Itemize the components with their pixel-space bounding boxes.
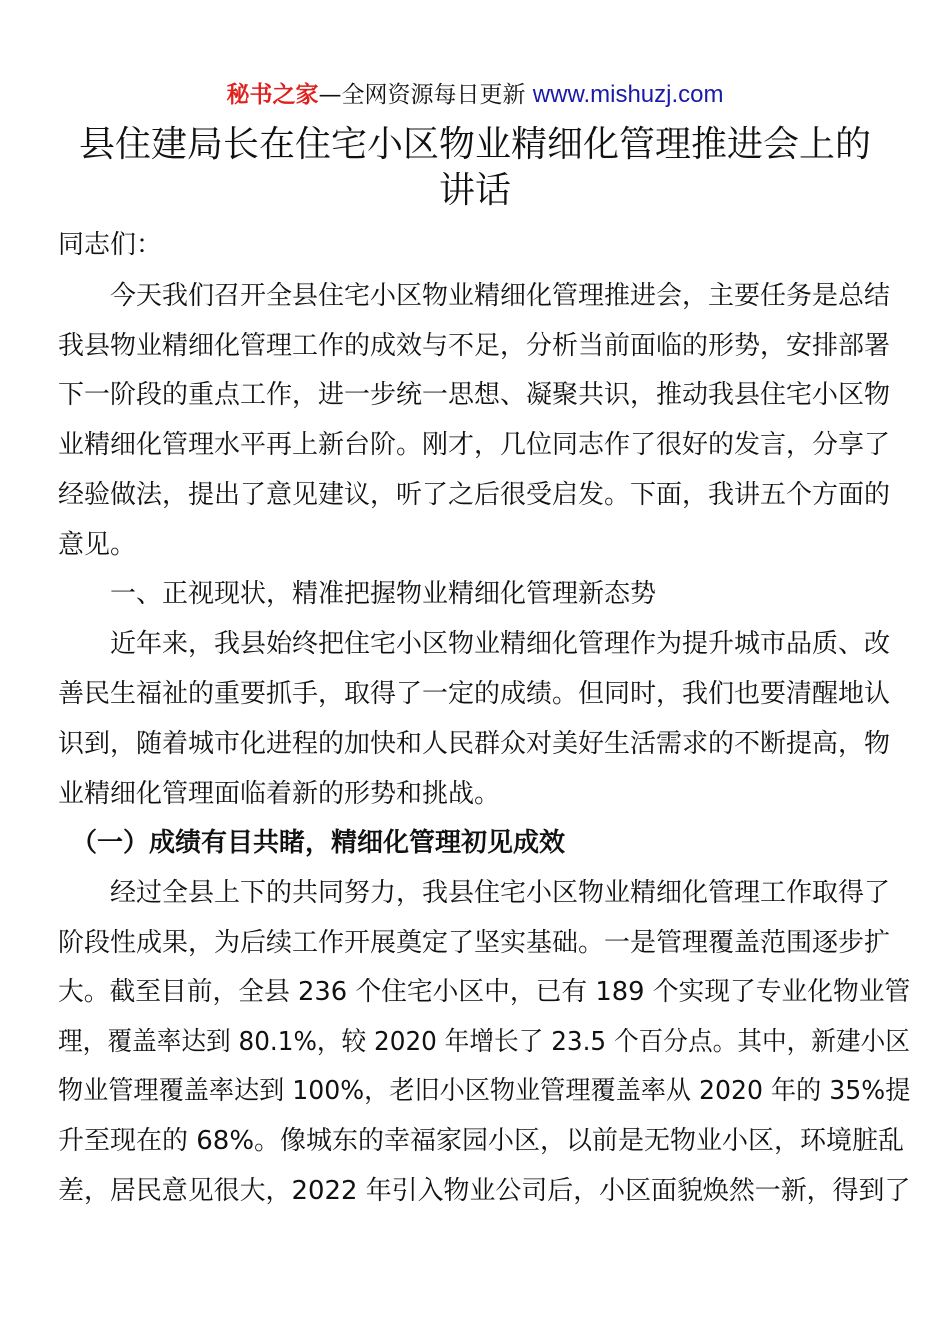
title-line-1: 县住建局长在住宅小区物业精细化管理推进会上的 (78, 124, 871, 165)
body-line: 经验做法，提出了意见建议，听了之后很受启发。下面，我讲五个方面的 (58, 480, 891, 510)
body-line: 大。截至目前，全县 236 个住宅小区中，已有 189 个实现了专业化物业管 (58, 977, 911, 1007)
body-line: 善民生福祉的重要抓手，取得了一定的成绩。但同时，我们也要清醒地认 (58, 679, 891, 709)
subsection-heading: （一）成绩有目共睹，精细化管理初见成效 (58, 828, 566, 858)
body-line: 经过全县上下的共同努力，我县住宅小区物业精细化管理工作取得了 (58, 878, 891, 908)
document-title (60, 122, 890, 214)
body-line: 今天我们召开全县住宅小区物业精细化管理推进会，主要任务是总结 (58, 281, 891, 311)
body-line: 理，覆盖率达到 80.1%，较 2020 年增长了 23.5 个百分点。其中，新建小区 (58, 1027, 910, 1057)
body-line: 我县物业精细化管理工作的成效与不足，分析当前面临的形势，安排部署 (58, 331, 891, 361)
section-heading: 一、正视现状，精准把握物业精细化管理新态势 (58, 579, 657, 609)
body-line: 近年来，我县始终把住宅小区物业精细化管理作为提升城市品质、改 (58, 629, 891, 659)
brand-name: 秘书之家 (226, 82, 319, 108)
salutation: 同志们： (58, 230, 163, 260)
body-line: 业精细化管理水平再上新台阶。刚才，几位同志作了很好的发言，分享了 (58, 430, 891, 460)
body-line: 业精细化管理面临着新的形势和挑战。 (58, 779, 501, 809)
body-line: 物业管理覆盖率达到 100%，老旧小区物业管理覆盖率从 2020 年的 35%提 (58, 1076, 911, 1106)
body-line: 识到，随着城市化进程的加快和人民群众对美好生活需求的不断提高，物 (58, 729, 891, 759)
title-line-2: 讲话 (438, 170, 511, 211)
body-line: 差，居民意见很大，2022 年引入物业公司后，小区面貌焕然一新，得到了 (58, 1176, 911, 1206)
body-line: 下一阶段的重点工作，进一步统一思想、凝聚共识，推动我县住宅小区物 (58, 380, 891, 410)
body-line: 阶段性成果，为后续工作开展奠定了坚实基础。一是管理覆盖范围逐步扩 (58, 928, 891, 958)
body-line: 升至现在的 68%。像城东的幸福家园小区，以前是无物业小区，环境脏乱 (58, 1126, 905, 1156)
banner-slogan: —全网资源每日更新 (318, 82, 533, 108)
site-banner (0, 80, 950, 110)
body-line: 意见。 (58, 530, 137, 560)
site-url-link[interactable]: www.mishuzj.com (532, 81, 724, 108)
